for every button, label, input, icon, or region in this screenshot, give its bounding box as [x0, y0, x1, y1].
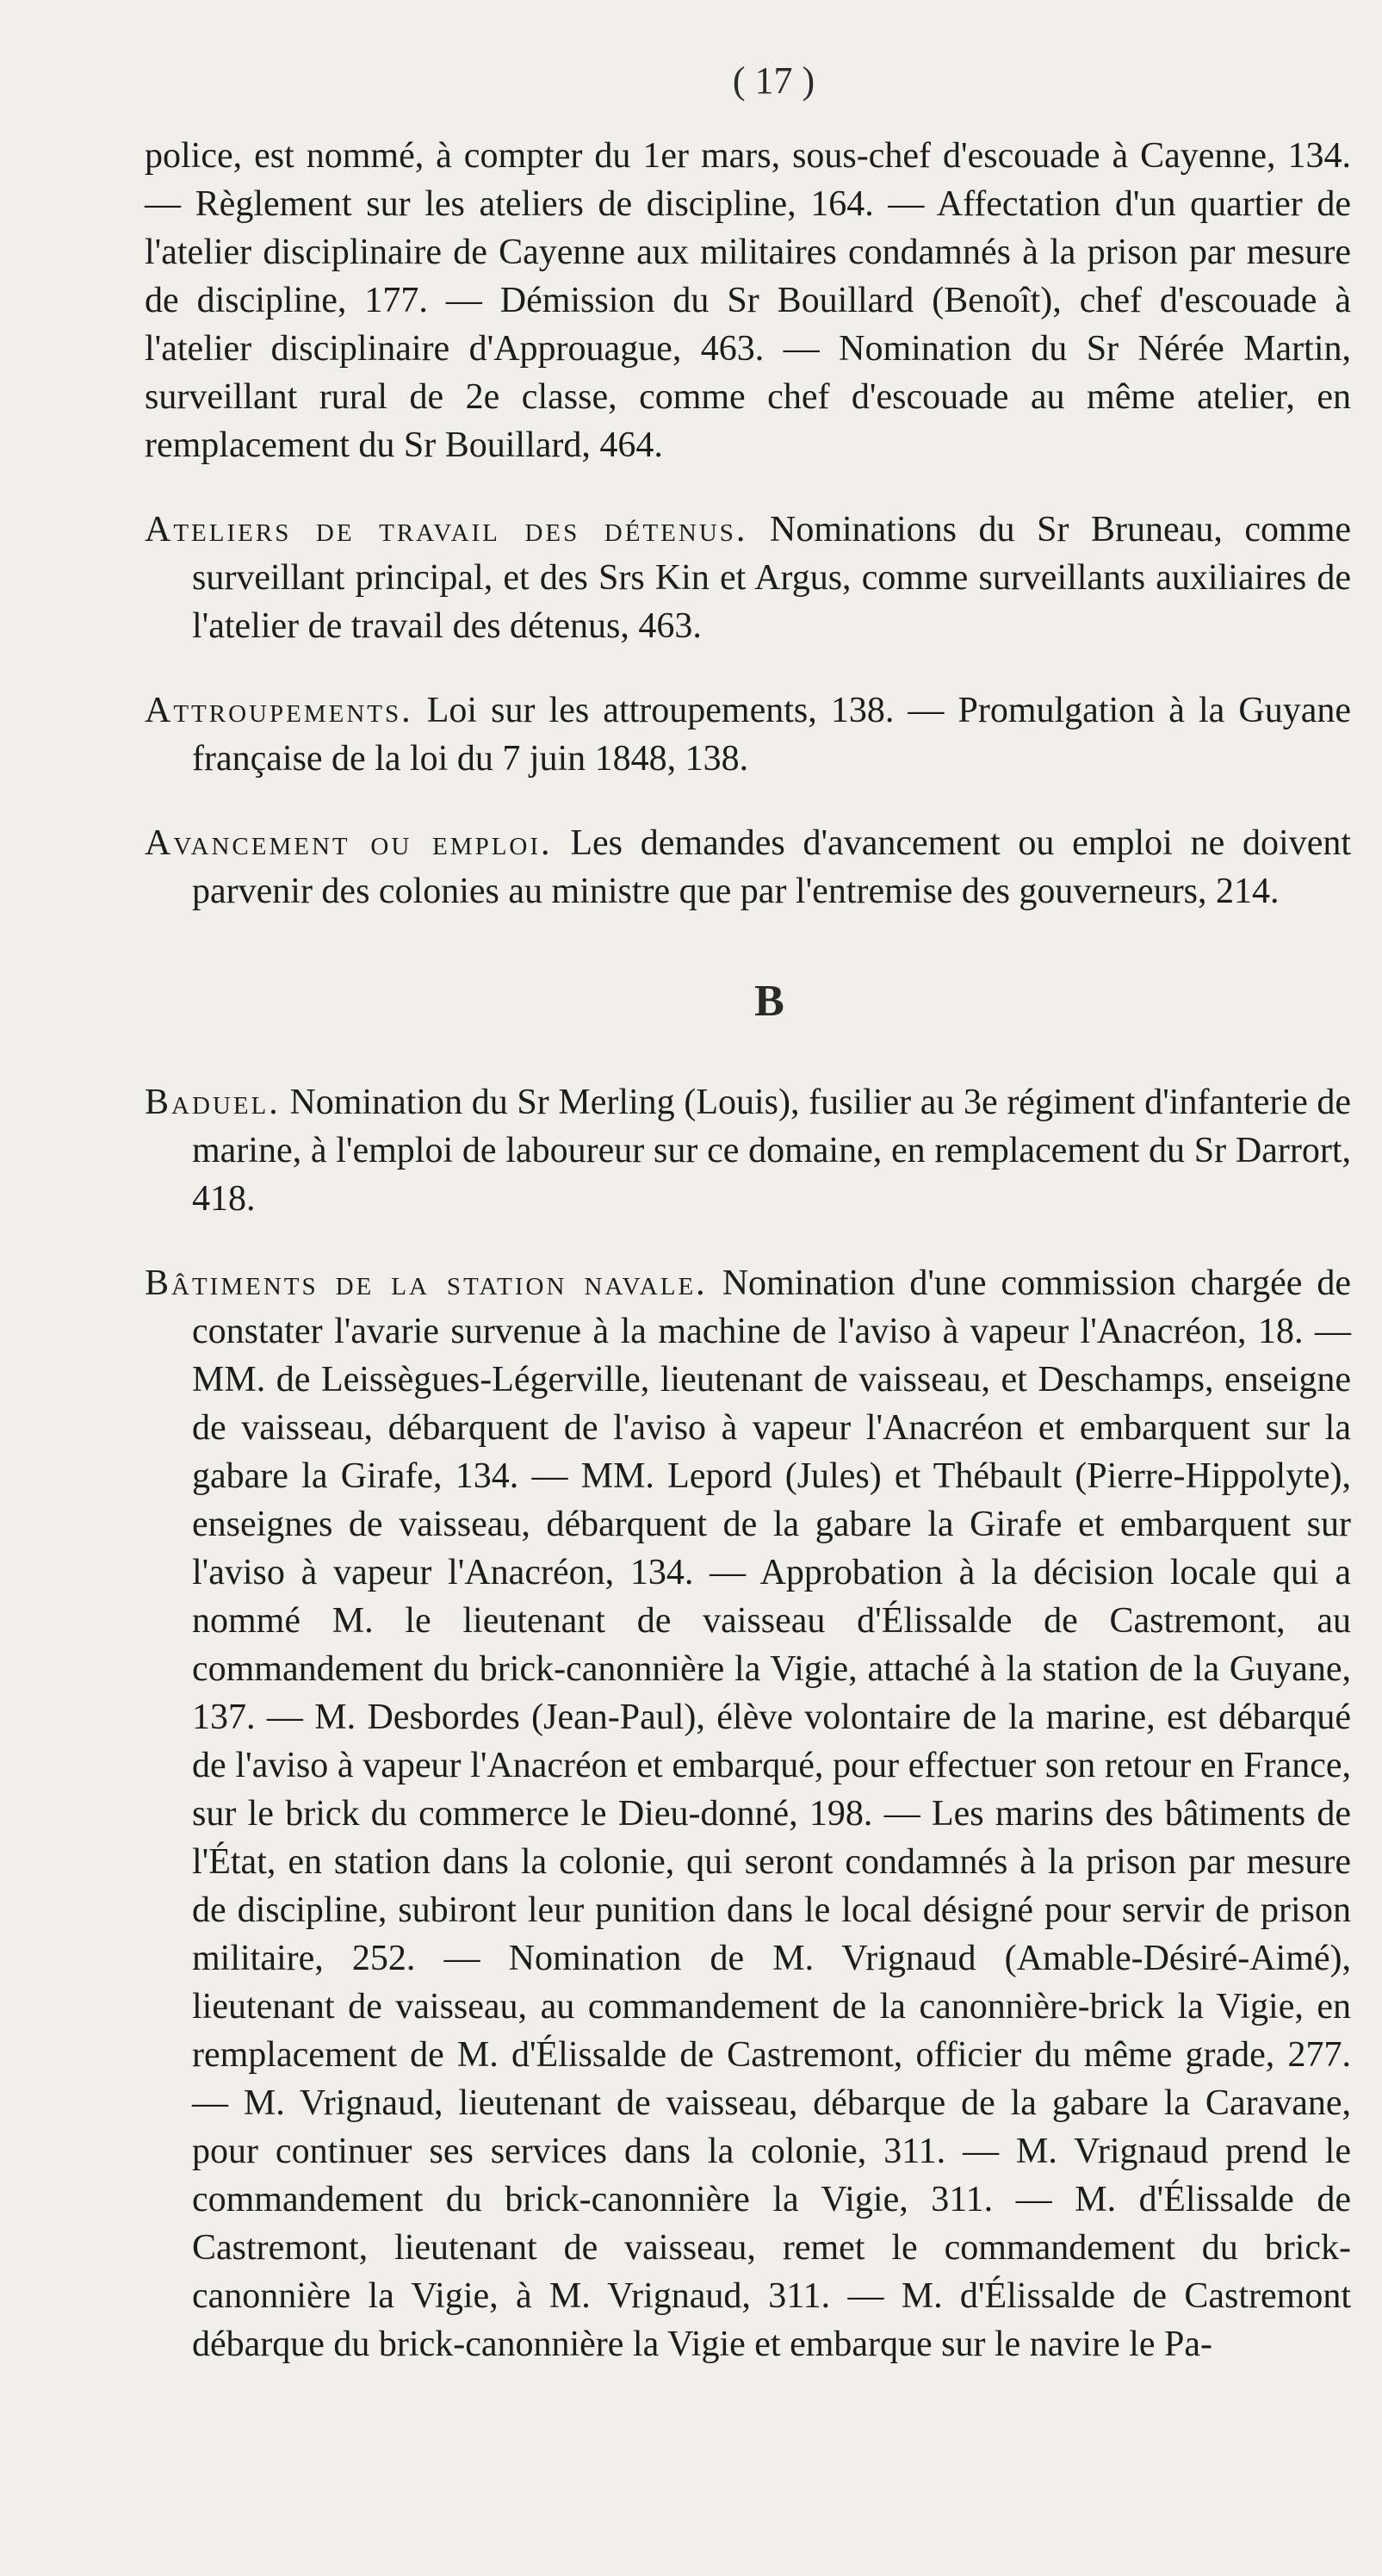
entry-text: Nomination d'une commission chargée de constater l'avarie survenue à la machine de l'aviso à vapeur l'Anacréon, 18. — MM. de Leissègues-Légerville, lieutenant de vaisseau, et Deschamps, enseigne de vaisseau, débarquent de l'aviso à vapeur l'Anacréon et embarquent sur la gabare la Girafe, 134. — MM. Lepord (Jules) et Thébault (Pierre-Hippolyte), enseignes de vaisseau, débarquent de la gabare la Girafe et embarquent sur l'aviso à vapeur l'Anacréon, 134. — Approbation à la décision locale qui a nommé M. le lieutenant de vaisseau d'Élissalde de Castremont, au commandement du brick-canonnière la Vigie, attaché à la station de la Guyane, 137. — M. Desbordes (Jean-Paul), élève volontaire de la marine, est débarqué de l'aviso à vapeur l'Anacréon et embarqué, pour effectuer son retour en France, sur le brick du commerce le Dieu-donné, 198. — Les marins des bâtiments de l'État, en station dans la colonie, qui seront condamnés à la prison par mesure de discipline, subiront leur punition dans le local désigné pour servir de prison militaire, 252. — Nomination de M. Vrignaud (Amable-Désiré-Aimé), lieutenant de vaisseau, au commandement de la canonnière-brick la Vigie, en remplacement de M. d'Élissalde de Castremont, officier du même grade, 277. — M. Vrignaud, lieutenant de vaisseau, débarque de la gabare la Caravane, pour continuer ses services dans la colonie, 311. — M. Vrignaud prend le commandement du brick-canonnière la Vigie, 311. — M. d'Élissalde de Castremont, lieutenant de vaisseau, remet le commandement du brick-canonnière la Vigie, à M. Vrignaud, 311. — M. d'Élissalde de Castremont débarque du brick-canonnière la Vigie et embarque sur le navire le Pa- [192, 1263, 1351, 2364]
entry-text: Loi sur les attroupements, 138. — Promulgation à la Guyane française de la loi du 7 juin 1848, 138. [192, 691, 1351, 779]
index-entry-baduel [145, 1078, 1351, 1223]
continued-entry: police, est nommé, à compter du 1er mars, sous-chef d'escouade à Cayenne, 134. — Règlement sur les ateliers de discipline, 164. — Affectation d'un quartier de l'atelier disciplinaire de Cayenne aux militaires condamnés à la prison par mesure de discipline, 177. — Démission du Sr Bouillard (Benoît), chef d'escouade à l'atelier disciplinaire d'Approuague, 463. — Nomination du Sr Nérée Martin, surveillant rural de 2e classe, comme chef d'escouade au même atelier, en remplacement du Sr Bouillard, 464. [145, 136, 1351, 465]
entry-text: Nominations du Sr Bruneau, comme surveillant principal, et des Srs Kin et Argus, comme surveillants auxiliaires de l'atelier de travail des détenus, 463. [192, 510, 1352, 646]
index-entry-batiments [145, 1259, 1351, 2368]
section-letter: B [754, 977, 784, 1026]
entry-heading: Attroupements. [145, 691, 413, 730]
entry-text: Les demandes d'avancement ou emploi ne doivent parvenir des colonies au ministre que par l'entremise des gouverneurs, 214. [192, 823, 1352, 911]
page-number: ( 17 ) [732, 59, 815, 102]
entry-heading: Avancement ou emploi. [145, 823, 553, 863]
entry-text: Nomination du Sr Merling (Louis), fusilier au 3e régiment d'infanterie de marine, à l'emploi de laboureur sur ce domaine, en remplacement du Sr Darrort, 418. [192, 1083, 1351, 1219]
entry-heading: Bâtiments de la station navale. [145, 1263, 708, 1303]
index-entry-attroupements [145, 686, 1351, 783]
index-entry-ateliers-travail [145, 506, 1351, 650]
entry-heading: Ateliers de travail des détenus. [145, 510, 748, 549]
entry-heading: Baduel. [145, 1083, 281, 1122]
index-entry-avancement [145, 819, 1351, 916]
